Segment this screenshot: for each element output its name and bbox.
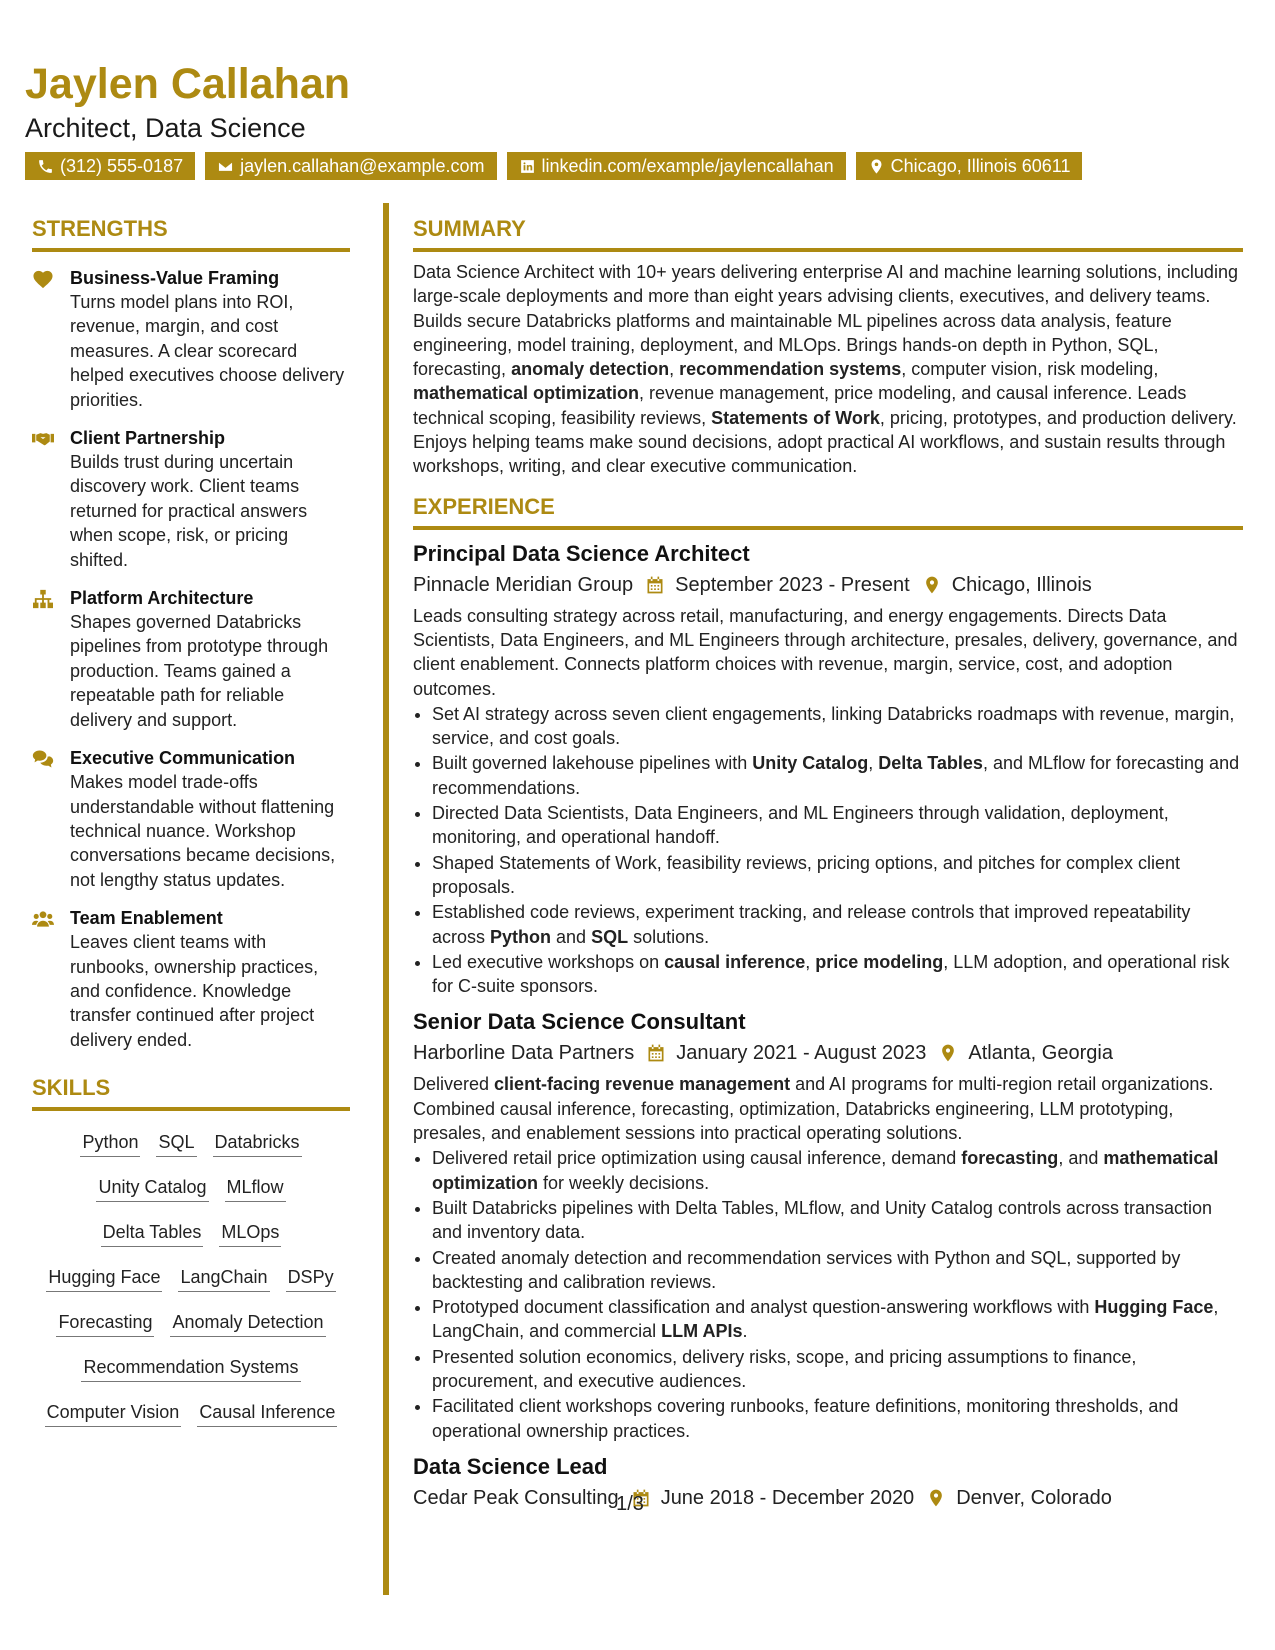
job-meta: [413, 572, 1243, 598]
emphasis-text: recommendation systems: [679, 359, 902, 380]
text-run: , computer vision, risk modeling,: [901, 359, 1159, 380]
contact-email-text: jaylen.callahan@example.com: [240, 156, 485, 176]
job-location: Denver, Colorado: [956, 1486, 1112, 1509]
experience-list: [413, 540, 1243, 1511]
text-run: Created anomaly detection and recommendation services with Python and SQL, supported by backtesting and calibration reviews.: [432, 1247, 1181, 1292]
strength-name: Executive Communication: [70, 748, 296, 769]
contact-phone-text: (312) 555-0187: [60, 156, 184, 176]
text-run: Prototyped document classification and analyst question-answering workflows with: [432, 1297, 1095, 1318]
text-run: and: [551, 926, 592, 947]
contact-linkedin-text: linkedin.com/example/jaylencallahan: [541, 156, 834, 176]
job-bullet: [432, 1246, 1243, 1295]
experience-entry: [413, 1453, 1243, 1511]
text-run: Delivered: [413, 1074, 495, 1095]
skill-tag: Python: [80, 1130, 140, 1157]
text-run: ,: [868, 753, 879, 774]
job-bullet: [432, 751, 1243, 800]
comments-icon: [32, 749, 54, 769]
job-bullets: [413, 702, 1243, 999]
job-title: Principal Data Science Architect: [413, 540, 750, 566]
text-run: for weekly decisions.: [538, 1172, 710, 1193]
job-summary: [413, 1072, 1243, 1145]
emphasis-text: mathematical optimization: [432, 1148, 1219, 1193]
skill-row: [32, 1166, 350, 1211]
job-bullets: [413, 1146, 1243, 1443]
handshake-icon: [32, 429, 54, 449]
text-run: ,: [805, 951, 816, 972]
emphasis-text: Hugging Face: [1094, 1297, 1214, 1318]
emphasis-text: SQL: [591, 926, 629, 947]
text-run: , revenue management, price modeling, and causal inference. Leads technical scoping, feasibility reviews,: [413, 383, 1187, 428]
text-run: , and MLflow for forecasting and recommendations.: [432, 753, 1240, 798]
resume-header: [25, 58, 1265, 180]
job-company: Pinnacle Meridian Group: [413, 573, 634, 596]
skill-tag: Causal Inference: [197, 1400, 337, 1427]
emphasis-text: client-facing revenue management: [494, 1074, 791, 1095]
map-pin-icon: [938, 1043, 958, 1063]
emphasis-text: Python: [490, 926, 552, 947]
strengths-heading: STRENGTHS: [32, 215, 350, 252]
contact-linkedin[interactable]: [507, 152, 846, 180]
text-run: Established code reviews, experiment tracking, and release controls that improved repeatability across: [432, 902, 1191, 947]
strength-name: Business-Value Framing: [70, 268, 280, 288]
job-title: Senior Data Science Consultant: [413, 1009, 746, 1035]
text-run: , LLM adoption, and operational risk for C-suite sponsors.: [432, 951, 1230, 997]
job-title: Data Science Lead: [413, 1453, 608, 1479]
job-location: Chicago, Illinois: [951, 573, 1092, 596]
strength-description: Builds trust during uncertain discovery work. Client teams returned for practical answers when scope, risk, or pricing shifted.: [70, 452, 308, 570]
job-bullet: [432, 1394, 1243, 1443]
skill-row: [32, 1121, 350, 1166]
emphasis-text: price modeling: [815, 951, 944, 972]
skill-tag: MLflow: [225, 1175, 286, 1202]
linkedin-icon: [519, 158, 536, 175]
skill-row: [32, 1346, 350, 1391]
job-dates: September 2023 - Present: [675, 573, 910, 596]
candidate-title: Architect, Data Science: [25, 113, 306, 143]
job-meta: [413, 1040, 1243, 1066]
emphasis-text: LLM APIs: [661, 1321, 743, 1342]
text-run: Set AI strategy across seven client engagements, linking Databricks roadmaps with revenue, margin, service, and cost goals.: [432, 703, 1235, 749]
job-bullet: [432, 1345, 1243, 1394]
emphasis-text: Statements of Work: [711, 407, 880, 428]
skill-tag: Delta Tables: [101, 1220, 204, 1247]
strength-item: [32, 426, 350, 572]
job-dates: June 2018 - December 2020: [660, 1486, 915, 1509]
strength-item: [32, 746, 350, 892]
map-pin-icon: [926, 1488, 946, 1508]
job-location: Atlanta, Georgia: [968, 1042, 1113, 1065]
contact-email[interactable]: [205, 152, 496, 180]
strength-description: Makes model trade-offs understandable without flattening technical nuance. Workshop conversations became decisions, not lengthy status updates.: [70, 772, 336, 890]
skill-tag: LangChain: [178, 1265, 269, 1292]
text-run: Data Science Architect with 10+ years delivering enterprise AI and machine learning solutions, including large-scale deployments and more than eight years advising clients, executives, and delivery teams. Builds secure Databricks platforms and maintainable ML pipelines across data analysis, feature engineering, model training, deployment, and MLOps. Brings hands-on depth in Python, SQL, forecasting,: [413, 262, 1238, 380]
experience-heading: EXPERIENCE: [413, 493, 1243, 530]
job-bullet: [432, 851, 1243, 900]
contact-bar: [25, 152, 1265, 180]
skill-tag: Hugging Face: [46, 1265, 162, 1292]
strength-name: Team Enablement: [70, 908, 223, 929]
skills-heading: SKILLS: [32, 1074, 350, 1111]
text-run: Delivered retail price optimization using causal inference, demand: [432, 1148, 962, 1169]
text-run: , LangChain, and commercial: [432, 1297, 1219, 1342]
strength-description: Shapes governed Databricks pipelines from prototype through production. Teams gained a repeatable path for reliable delivery and support.: [70, 612, 329, 730]
text-run: Directed Data Scientists, Data Engineers, and ML Engineers through validation, deployment, monitoring, and operational handoff.: [432, 803, 1169, 848]
text-run: Led executive workshops on: [432, 951, 665, 972]
strength-item: [32, 586, 350, 732]
text-run: Presented solution economics, delivery risks, scope, and pricing assumptions to finance, procurement, and executive audiences.: [432, 1346, 1137, 1391]
emphasis-text: forecasting: [961, 1148, 1059, 1169]
summary-heading: SUMMARY: [413, 215, 1243, 252]
heart-icon: [32, 269, 54, 289]
skill-tag: Databricks: [213, 1130, 302, 1157]
skill-tag: MLOps: [219, 1220, 281, 1247]
job-meta: [413, 1485, 1243, 1511]
page-number: 1/3: [616, 1493, 644, 1515]
skill-tag: Computer Vision: [45, 1400, 182, 1427]
text-run: Leads consulting strategy across retail, manufacturing, and energy engagements. Directs Data Scientists, Data Engineers, and ML Engineers through architecture, presales, delivery, governance, and client enablement. Connects platform choices with revenue, margin, service, cost, and adoption outcomes.: [413, 605, 1238, 699]
strength-description: Leaves client teams with runbooks, ownership practices, and confidence. Knowledge transfer continued after project delivery ended.: [70, 932, 319, 1050]
experience-entry: [413, 1008, 1243, 1442]
contact-location: [856, 152, 1083, 180]
text-run: Shaped Statements of Work, feasibility reviews, pricing options, and pitches for complex client proposals.: [432, 852, 1181, 897]
skill-row: [32, 1301, 350, 1346]
text-run: Built Databricks pipelines with Delta Tables, MLflow, and Unity Catalog controls across transaction and inventory data.: [432, 1197, 1213, 1243]
map-pin-icon: [922, 575, 942, 595]
column-divider: [383, 203, 389, 1595]
calendar-icon: [646, 1043, 666, 1063]
strength-item: [32, 266, 350, 412]
text-run: Facilitated client workshops covering runbooks, feature definitions, monitoring thresholds, and operational ownership practices.: [432, 1396, 1179, 1441]
skill-tag: Recommendation Systems: [81, 1355, 300, 1382]
strength-name: Platform Architecture: [70, 588, 254, 609]
text-run: solutions.: [628, 926, 710, 947]
skills-list: [32, 1121, 350, 1436]
sitemap-icon: [32, 589, 54, 609]
text-run: , and: [1058, 1148, 1104, 1169]
job-summary: [413, 604, 1243, 701]
text-run: .: [742, 1321, 748, 1342]
skill-tag: SQL: [156, 1130, 196, 1157]
job-bullet: [432, 900, 1243, 949]
job-bullet: [432, 1295, 1243, 1344]
skill-tag: DSPy: [286, 1265, 336, 1292]
job-bullet: [432, 702, 1243, 751]
text-run: ,: [669, 359, 680, 380]
strength-name: Client Partnership: [70, 428, 226, 449]
job-company: Harborline Data Partners: [413, 1042, 635, 1065]
job-company: Cedar Peak Consulting: [413, 1486, 619, 1509]
emphasis-text: Unity Catalog: [752, 753, 869, 774]
skill-tag: Anomaly Detection: [170, 1310, 325, 1337]
users-icon: [32, 909, 54, 929]
job-bullet: [432, 801, 1243, 850]
job-bullet: [432, 1146, 1243, 1195]
text-run: Built governed lakehouse pipelines with: [432, 753, 753, 774]
experience-entry: [413, 540, 1243, 999]
summary-text: [413, 260, 1243, 479]
contact-location-text: Chicago, Illinois 60611: [890, 156, 1071, 176]
text-run: , pricing, prototypes, and production delivery. Enjoys helping teams make sound decisions, adopt practical AI workflows, and sustain results through workshops, writing, and clear executive communication.: [413, 407, 1237, 477]
skill-row: [32, 1391, 350, 1436]
phone-icon: [37, 158, 54, 175]
strength-description: Turns model plans into ROI, revenue, margin, and cost measures. A clear scorecard helped executives choose delivery priorities.: [70, 292, 345, 410]
skill-tag: Unity Catalog: [96, 1175, 208, 1202]
candidate-name: Jaylen Callahan: [25, 60, 351, 108]
right-column: [413, 215, 1243, 1511]
job-dates: January 2021 - August 2023: [676, 1042, 927, 1065]
job-bullet: [432, 1196, 1243, 1245]
emphasis-text: Delta Tables: [878, 753, 983, 774]
skill-row: [32, 1211, 350, 1256]
skill-tag: Forecasting: [56, 1310, 154, 1337]
emphasis-text: mathematical optimization: [413, 383, 640, 404]
strength-item: [32, 906, 350, 1052]
emphasis-text: causal inference: [664, 951, 806, 972]
job-bullet: [432, 950, 1243, 999]
contact-phone[interactable]: [25, 152, 195, 180]
left-column: [32, 215, 350, 1436]
text-run: and AI programs for multi-region retail organizations. Combined causal inference, forecasting, optimization, Databricks engineering, LLM prototyping, presales, and enablement sessions into practical operating solutions.: [413, 1074, 1214, 1144]
map-pin-icon: [868, 158, 885, 175]
envelope-icon: [217, 158, 234, 175]
emphasis-text: anomaly detection: [511, 359, 670, 380]
skill-row: [32, 1256, 350, 1301]
calendar-icon: [645, 575, 665, 595]
